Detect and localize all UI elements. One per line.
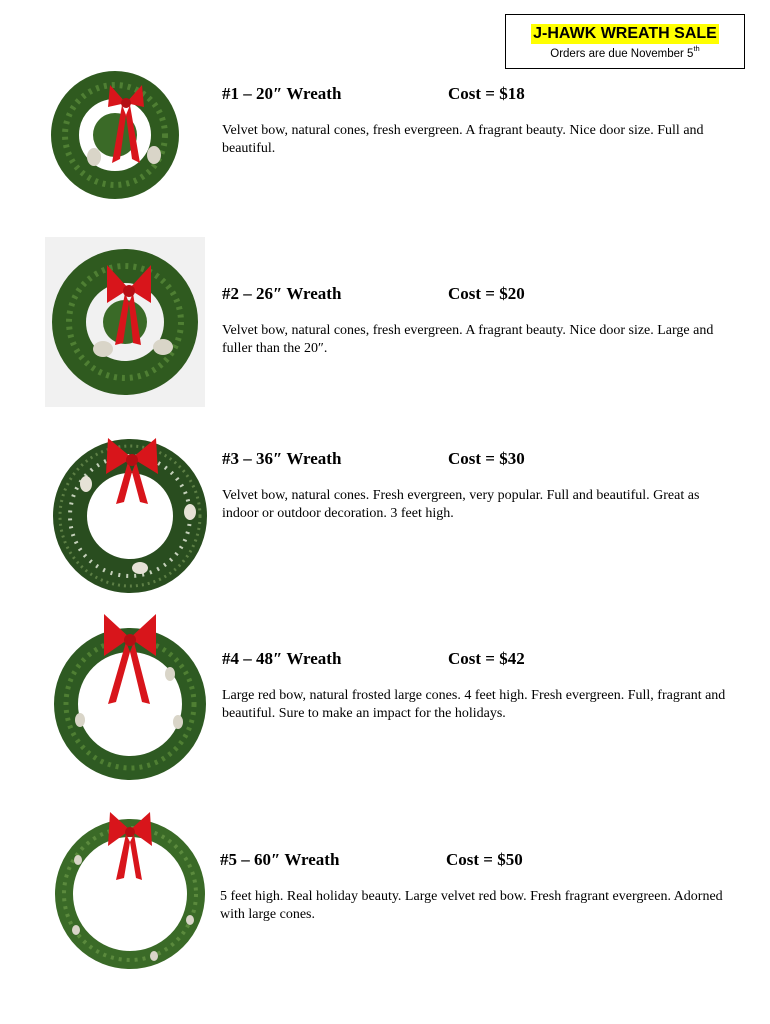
wreath-26-inch-image <box>45 237 205 407</box>
item-cost: Cost = $50 <box>446 850 523 869</box>
item-description: 5 feet high. Real holiday beauty. Large velvet red bow. Fresh fragrant evergreen. Adorned with large cones. <box>220 889 723 922</box>
header-box <box>505 14 745 69</box>
item-title: #5 – 60″ Wreath <box>220 850 340 869</box>
item-title: #3 – 36″ Wreath <box>222 449 342 468</box>
item-title: #2 – 26″ Wreath <box>222 284 342 303</box>
item-cost: Cost = $20 <box>448 284 525 303</box>
item-title: #4 – 48″ Wreath <box>222 649 342 668</box>
item-cost: Cost = $42 <box>448 649 525 668</box>
order-deadline-suffix: th <box>693 44 700 53</box>
item-description: Velvet bow, natural cones, fresh evergreen. A fragrant beauty. Nice door size. Full and beautiful. <box>222 123 704 156</box>
item-description: Velvet bow, natural cones. Fresh evergreen, very popular. Full and beautiful. Great as indoor or outdoor decoration. 3 feet high. <box>222 488 700 521</box>
wreath-60-inch-image <box>50 810 210 970</box>
item-cost: Cost = $30 <box>448 449 525 468</box>
item-cost: Cost = $18 <box>448 84 525 103</box>
item-description: Velvet bow, natural cones, fresh evergreen. A fragrant beauty. Nice door size. Large and fuller than the 20″. <box>222 323 714 356</box>
wreath-36-inch-image <box>50 432 210 594</box>
wreath-20-inch-image <box>50 55 180 215</box>
item-title: #1 – 20″ Wreath <box>222 84 342 103</box>
page-title: J-HAWK WREATH SALE <box>533 25 717 42</box>
order-deadline-text: Orders are due November 5 <box>550 48 694 60</box>
wreath-48-inch-image <box>50 612 210 782</box>
item-description: Large red bow, natural frosted large cones. 4 feet high. Fresh evergreen. Full, fragrant and beautiful. Sure to make an impact for the holidays. <box>222 688 726 721</box>
order-deadline <box>506 44 744 60</box>
